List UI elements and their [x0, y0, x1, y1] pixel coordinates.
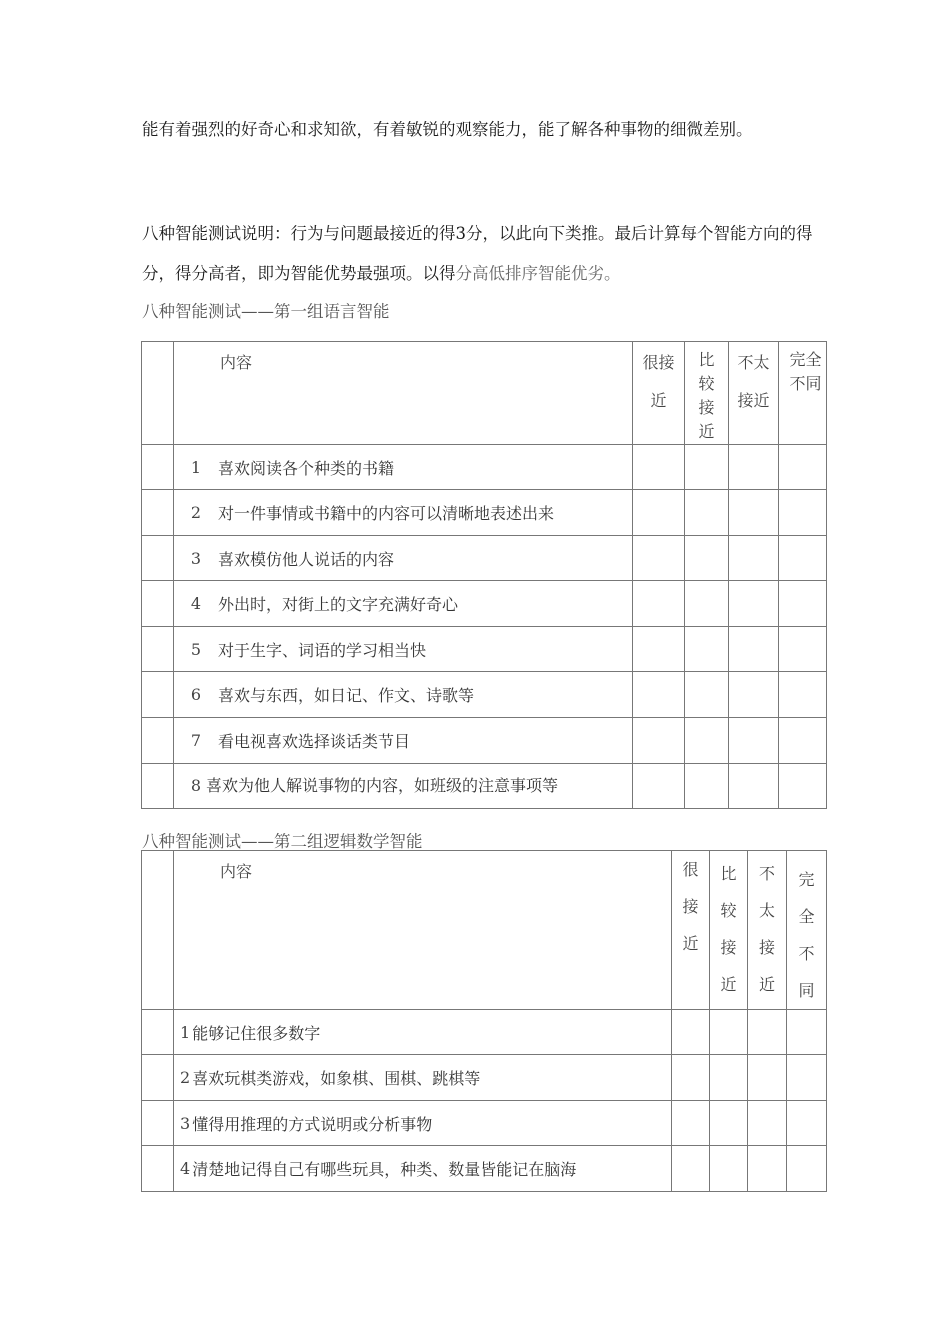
rating-cell[interactable]	[729, 627, 779, 672]
row-text: 喜欢玩棋类游戏，如象棋、围棋、跳棋等	[192, 1069, 481, 1088]
rating-cell[interactable]	[633, 536, 685, 581]
rating-cell[interactable]	[633, 490, 685, 536]
rating-cell[interactable]	[633, 445, 685, 490]
intro-paragraph: 能有着强烈的好奇心和求知欲，有着敏锐的观察能力，能了解各种事物的细微差别。	[142, 120, 753, 139]
group2-header-col3: 不太接近	[759, 864, 776, 994]
rating-cell[interactable]	[685, 536, 729, 581]
row-text: 懂得用推理的方式说明或分析事物	[192, 1114, 433, 1134]
group1-header-col3-cell	[729, 342, 779, 445]
group1-header-content-cell	[174, 342, 633, 445]
table-row	[142, 764, 827, 809]
rating-cell[interactable]	[710, 1010, 748, 1055]
rating-cell[interactable]	[787, 1146, 827, 1192]
rating-cell[interactable]	[779, 627, 827, 672]
table-row	[142, 1010, 827, 1055]
table-row	[142, 1101, 827, 1146]
row-text: 对一件事情或书籍中的内容可以清晰地表述出来	[218, 504, 555, 523]
row-number: 3	[180, 1113, 191, 1133]
row-number: 1	[180, 1022, 191, 1042]
group2-header-col1: 很接近	[682, 860, 699, 953]
rating-cell[interactable]	[672, 1055, 710, 1101]
rating-cell[interactable]	[748, 1101, 787, 1146]
row-number: 5	[190, 639, 202, 659]
rating-cell[interactable]	[685, 490, 729, 536]
rating-cell[interactable]	[748, 1146, 787, 1192]
group1-header-col4-cell	[779, 342, 827, 445]
rating-cell[interactable]	[729, 581, 779, 627]
rating-cell[interactable]	[779, 536, 827, 581]
rating-cell[interactable]	[729, 718, 779, 764]
rating-cell[interactable]	[779, 672, 827, 718]
group1-header-row	[142, 342, 827, 445]
table-row	[142, 627, 827, 672]
rating-cell[interactable]	[633, 764, 685, 809]
group2-header-col4-cell	[787, 851, 827, 1010]
rating-cell[interactable]	[729, 536, 779, 581]
rating-cell[interactable]	[633, 672, 685, 718]
instructions-tail: 分高低排序智能优劣。	[455, 264, 621, 283]
row-number: 8	[190, 776, 202, 795]
row-number: 2	[180, 1068, 191, 1087]
instructions-text: 八种智能测试说明：行为与问题最接近的得3分，以此向下类推。最后计算每个智能方向的得分，得分高者，即为智能优势最强项。以得	[142, 224, 813, 283]
rating-cell[interactable]	[748, 1010, 787, 1055]
table-row	[142, 581, 827, 627]
table-row	[142, 1055, 827, 1101]
row-text: 清楚地记得自己有哪些玩具，种类、数量皆能记在脑海	[192, 1160, 577, 1179]
rating-cell[interactable]	[729, 490, 779, 536]
table-row	[142, 536, 827, 581]
group1-header-col4: 完全不同	[789, 350, 822, 393]
rating-cell[interactable]	[685, 581, 729, 627]
rating-cell[interactable]	[729, 672, 779, 718]
rating-cell[interactable]	[672, 1010, 710, 1055]
group2-header-content-cell	[174, 851, 672, 1010]
table-row	[142, 672, 827, 718]
rating-cell[interactable]	[633, 581, 685, 627]
rating-cell[interactable]	[779, 718, 827, 764]
instructions-paragraph	[142, 214, 822, 294]
row-text: 喜欢为他人解说事物的内容，如班级的注意事项等	[206, 776, 559, 795]
rating-cell[interactable]	[685, 764, 729, 809]
group2-header-col3-cell	[748, 851, 787, 1010]
rating-cell[interactable]	[748, 1055, 787, 1101]
row-text: 外出时，对街上的文字充满好奇心	[218, 595, 459, 614]
group1-header-col3: 不太接近	[737, 353, 770, 410]
group1-header-content: 内容	[220, 353, 253, 372]
group2-table	[141, 850, 827, 1192]
row-number: 4	[190, 594, 202, 613]
group1-table	[141, 341, 827, 809]
group1-header-blank	[142, 342, 174, 445]
row-text: 喜欢模仿他人说话的内容	[218, 549, 395, 569]
row-number: 1	[190, 457, 202, 477]
rating-cell[interactable]	[685, 718, 729, 764]
rating-cell[interactable]	[787, 1010, 827, 1055]
group2-header-content: 内容	[220, 862, 253, 881]
rating-cell[interactable]	[710, 1101, 748, 1146]
rating-cell[interactable]	[779, 581, 827, 627]
row-text: 喜欢阅读各个种类的书籍	[218, 458, 395, 478]
rating-cell[interactable]	[710, 1146, 748, 1192]
row-text: 对于生字、词语的学习相当快	[218, 640, 427, 660]
rating-cell[interactable]	[710, 1055, 748, 1101]
row-number: 2	[190, 503, 202, 522]
table-row	[142, 490, 827, 536]
rating-cell[interactable]	[633, 627, 685, 672]
group1-header-col2: 比较接近	[698, 350, 715, 441]
group2-title: 八种智能测试——第二组逻辑数学智能	[142, 832, 423, 851]
rating-cell[interactable]	[779, 764, 827, 809]
rating-cell[interactable]	[787, 1055, 827, 1101]
row-number: 4	[180, 1159, 191, 1178]
rating-cell[interactable]	[729, 764, 779, 809]
group2-header-blank	[142, 851, 174, 1010]
group2-header-row	[142, 851, 827, 1010]
group2-header-col2: 比较接近	[720, 864, 737, 994]
row-text: 能够记住很多数字	[192, 1023, 321, 1043]
rating-cell[interactable]	[685, 672, 729, 718]
rating-cell[interactable]	[779, 490, 827, 536]
rating-cell[interactable]	[633, 718, 685, 764]
rating-cell[interactable]	[685, 627, 729, 672]
rating-cell[interactable]	[779, 445, 827, 490]
rating-cell[interactable]	[672, 1146, 710, 1192]
group1-title: 八种智能测试——第一组语言智能	[142, 302, 390, 321]
rating-cell[interactable]	[787, 1101, 827, 1146]
row-text: 喜欢与东西，如日记、作文、诗歌等	[218, 686, 475, 705]
table-row	[142, 718, 827, 764]
rating-cell[interactable]	[729, 445, 779, 490]
rating-cell[interactable]	[685, 445, 729, 490]
group1-header-col1: 很接近	[642, 353, 675, 410]
group2-header-col4: 完全不同	[798, 870, 815, 1000]
row-text: 看电视喜欢选择谈话类节目	[218, 732, 411, 751]
group1-header-col2-cell	[685, 342, 729, 445]
row-number: 3	[190, 548, 202, 568]
table-row	[142, 1146, 827, 1192]
table-row	[142, 445, 827, 490]
group2-header-col2-cell	[710, 851, 748, 1010]
group2-header-col1-cell	[672, 851, 710, 1010]
rating-cell[interactable]	[672, 1101, 710, 1146]
group1-header-col1-cell	[633, 342, 685, 445]
row-number: 6	[190, 685, 202, 704]
row-number: 7	[190, 731, 202, 750]
